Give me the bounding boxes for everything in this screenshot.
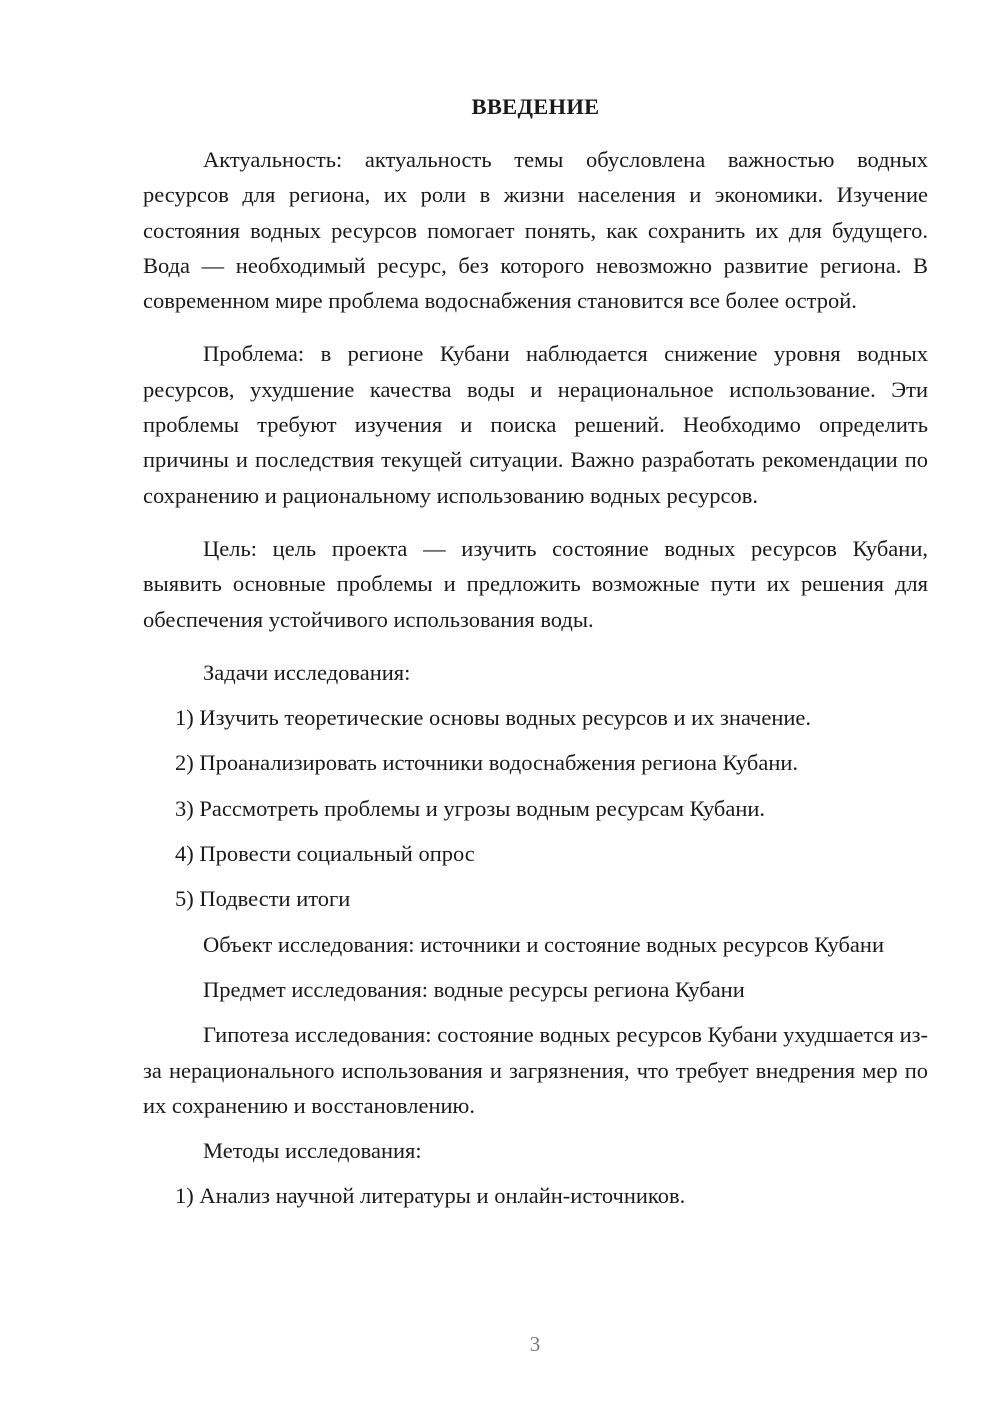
task-item: 4) Провести социальный опрос <box>175 841 475 867</box>
task-item: 5) Подвести итоги <box>175 886 351 912</box>
task-item: 3) Рассмотреть проблемы и угрозы водным ресурсам Кубани. <box>175 795 766 821</box>
problem-paragraph: Проблема: в регионе Кубани наблюдается снижение уровня водных ресурсов, ухудшение качества воды и нерациональное использование. Эти проблемы требуют изучения и поиска решений. Необходимо определить причины и последствия текущей ситуации. Важно разработать рекомендации по сохранению и рациональному использованию водных ресурсов. <box>143 341 928 508</box>
object-paragraph: Объект исследования: источники и состояние водных ресурсов Кубани <box>203 931 884 957</box>
relevance-paragraph: Актуальность: актуальность темы обусловлена важностью водных ресурсов для региона, их роли в жизни населения и экономики. Изучение состояния водных ресурсов помогает понять, как сохранить их для будущего. Вода — необходимый ресурс, без которого невозможно развитие региона. В современном мире проблема водоснабжения становится все более острой. <box>143 147 928 314</box>
task-item: 1) Изучить теоретические основы водных ресурсов и их значение. <box>175 705 812 731</box>
subject-paragraph: Предмет исследования: водные ресурсы региона Кубани <box>203 976 745 1002</box>
methods-heading: Методы исследования: <box>203 1138 422 1164</box>
hypothesis-paragraph: Гипотеза исследования: состояние водных ресурсов Кубани ухудшается из-за нерационального использования и загрязнения, что требует внедрения мер по их сохранению и восстановлению. <box>143 1022 928 1118</box>
page-content <box>143 94 928 1224</box>
task-item: 2) Проанализировать источники водоснабжения региона Кубани. <box>175 750 799 776</box>
tasks-heading: Задачи исследования: <box>203 659 411 685</box>
method-item: 1) Анализ научной литературы и онлайн-источников. <box>175 1183 686 1209</box>
page-number: 3 <box>529 1332 541 1356</box>
goal-paragraph: Цель: цель проекта — изучить состояние водных ресурсов Кубани, выявить основные проблемы и предложить возможные пути их решения для обеспечения устойчивого использования воды. <box>143 535 928 632</box>
section-title: ВВЕДЕНИЕ <box>471 94 600 119</box>
